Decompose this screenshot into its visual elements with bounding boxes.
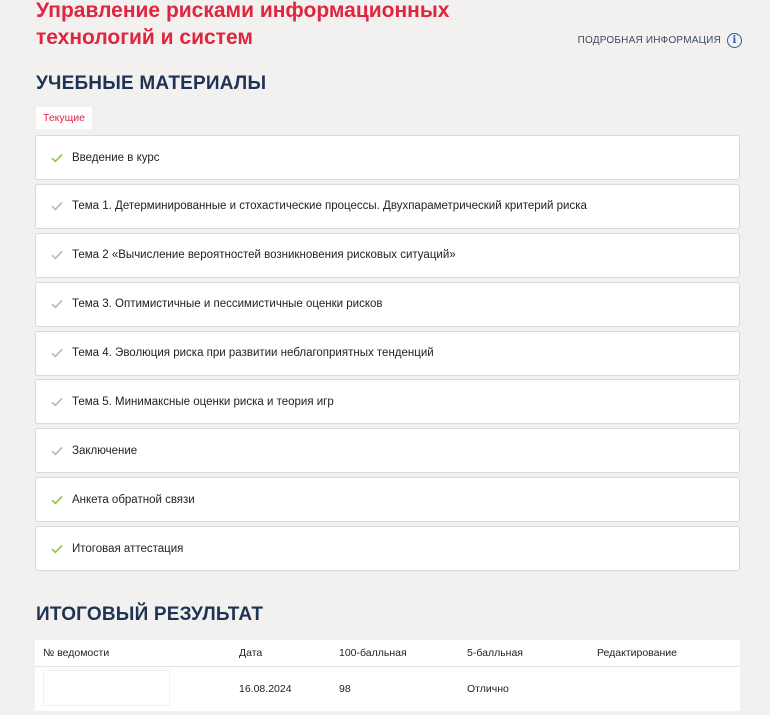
material-item-topic-2[interactable]	[35, 233, 740, 278]
column-header-score5: 5-балльная	[459, 640, 589, 667]
material-item-final-exam[interactable]	[35, 526, 740, 571]
table-header-row	[35, 640, 740, 667]
check-icon	[51, 397, 63, 407]
materials-list	[35, 135, 740, 575]
materials-heading: УЧЕБНЫЕ МАТЕРИАЛЫ	[36, 73, 267, 94]
check-icon	[51, 495, 63, 505]
material-item-feedback[interactable]	[35, 477, 740, 522]
material-item-label: Тема 2 «Вычисление вероятностей возникновения рисковых ситуаций»	[72, 249, 456, 262]
column-header-edit: Редактирование	[589, 640, 740, 667]
cell-date: 16.08.2024	[239, 683, 292, 695]
material-item-label: Тема 3. Оптимистичные и пессимистичные оценки рисков	[72, 298, 383, 311]
material-item-label: Заключение	[72, 444, 138, 457]
cell-score100: 98	[339, 683, 351, 695]
material-item-label: Итоговая аттестация	[72, 542, 184, 555]
results-table	[35, 640, 740, 711]
material-item-label: Тема 1. Детерминированные и стохастические процессы. Двухпараметрический критерий риска	[72, 200, 587, 213]
check-icon	[51, 544, 63, 554]
column-header-score100: 100-балльная	[331, 640, 459, 667]
redacted-statement-number	[43, 670, 170, 706]
result-heading: ИТОГОВЫЙ РЕЗУЛЬТАТ	[36, 604, 264, 625]
material-item-label: Тема 5. Минимаксные оценки риска и теория игр	[72, 395, 334, 408]
tab-current[interactable]: Текущие	[36, 107, 92, 129]
check-icon	[51, 348, 63, 358]
info-icon[interactable]: i	[727, 33, 742, 48]
column-header-statement: № ведомости	[35, 640, 231, 667]
material-item-label: Тема 4. Эволюция риска при развитии неблагоприятных тенденций	[72, 347, 434, 360]
check-icon	[51, 299, 63, 309]
cell-edit	[589, 667, 740, 712]
material-item-label: Анкета обратной связи	[72, 493, 195, 506]
material-item-topic-4[interactable]	[35, 331, 740, 376]
material-item-topic-3[interactable]	[35, 282, 740, 327]
material-item-label: Введение в курс	[72, 151, 160, 164]
check-icon	[51, 250, 63, 260]
check-icon	[51, 446, 63, 456]
column-header-date: Дата	[231, 640, 331, 667]
more-info-label: ПОДРОБНАЯ ИНФОРМАЦИЯ	[577, 35, 721, 46]
material-item-topic-5[interactable]	[35, 379, 740, 424]
course-title: Управление рисками информационных технологий и систем	[36, 0, 450, 49]
material-item-intro[interactable]	[35, 135, 740, 180]
cell-score5: Отлично	[467, 683, 509, 695]
more-info-link[interactable]	[578, 33, 742, 48]
table-row	[35, 667, 740, 712]
check-icon	[51, 153, 63, 163]
cell-statement	[35, 667, 231, 712]
material-item-conclusion[interactable]	[35, 428, 740, 473]
check-icon	[51, 201, 63, 211]
material-item-topic-1[interactable]	[35, 184, 740, 229]
